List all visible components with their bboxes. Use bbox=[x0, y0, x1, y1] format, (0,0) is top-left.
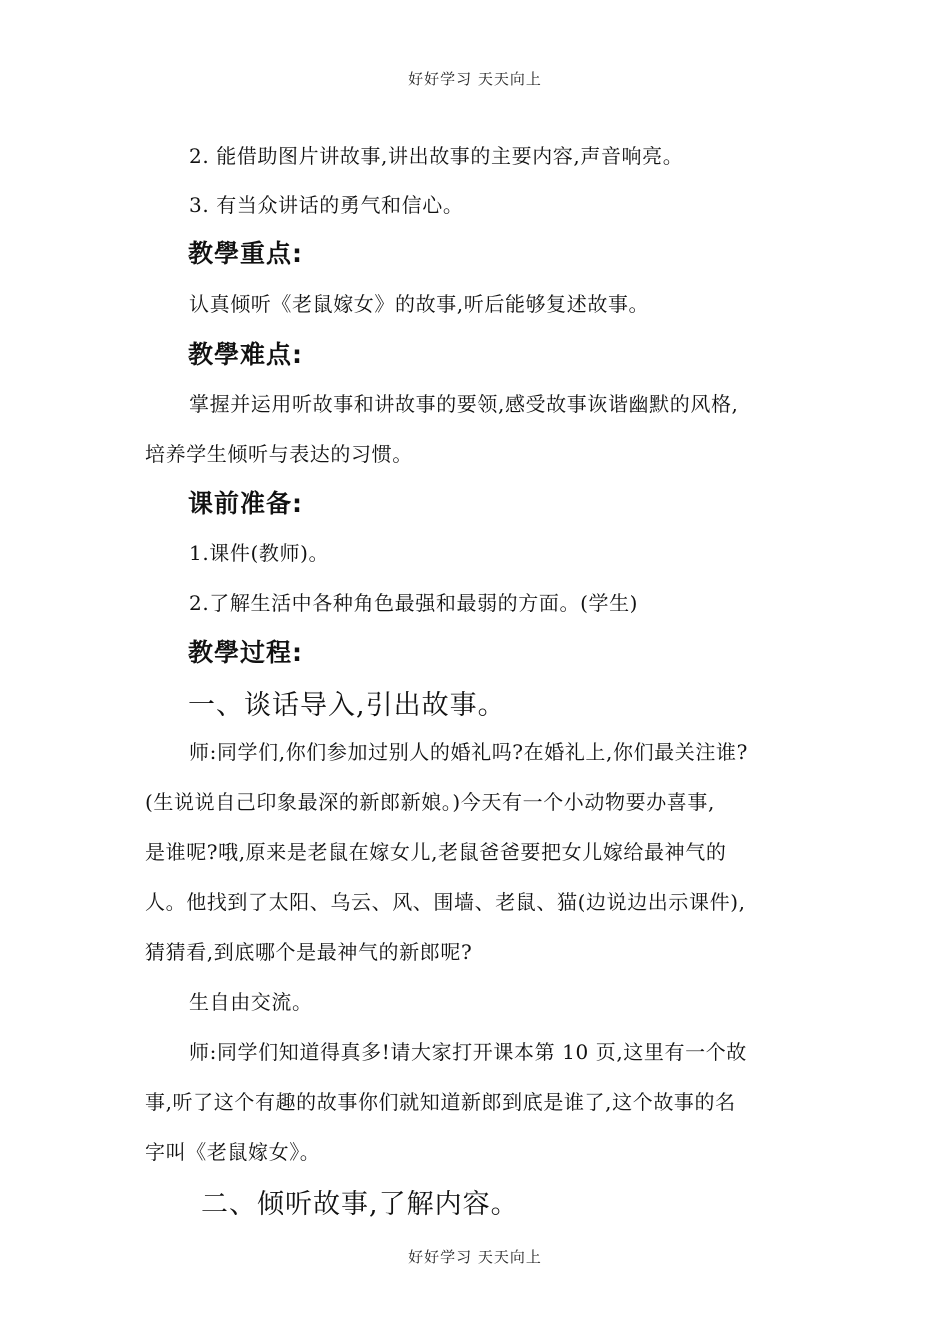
key-point-text: 认真倾听《老鼠嫁女》的故事,听后能够复述故事。 bbox=[189, 292, 650, 316]
preparation-heading: 课前准备: bbox=[188, 489, 303, 518]
para1-line-2: (生说说自己印象最深的新郎新娘。)今天有一个小动物要办喜事, bbox=[145, 790, 715, 814]
para2-text: 生自由交流。 bbox=[189, 990, 313, 1014]
para1-line-4: 人。他找到了太阳、乌云、风、围墙、老鼠、猫(边说边出示课件), bbox=[145, 890, 746, 914]
section-1-title: 一、谈话导入,引出故事。 bbox=[188, 690, 506, 721]
section-2-title: 二、倾听故事,了解内容。 bbox=[201, 1189, 519, 1220]
page-footer: 好好学习 天天向上 bbox=[408, 1248, 542, 1266]
preparation-item-2: 2.了解生活中各种角色最强和最弱的方面。(学生) bbox=[189, 591, 639, 615]
goal-item-3: 3. 有当众讲话的勇气和信心。 bbox=[189, 193, 464, 217]
para3-line-2: 事,听了这个有趣的故事你们就知道新郎到底是谁了,这个故事的名 bbox=[145, 1090, 736, 1114]
page-header: 好好学习 天天向上 bbox=[408, 70, 542, 88]
process-heading: 教學过程: bbox=[188, 638, 303, 667]
key-point-heading: 教學重点: bbox=[188, 239, 303, 268]
para1-line-1: 师:同学们,你们参加过别人的婚礼吗?在婚礼上,你们最关注谁? bbox=[189, 740, 748, 764]
difficulty-heading: 教學难点: bbox=[188, 340, 303, 369]
preparation-item-1: 1.课件(教师)。 bbox=[189, 541, 330, 565]
para1-line-5: 猜猜看,到底哪个是最神气的新郎呢? bbox=[145, 940, 473, 964]
para1-line-3: 是谁呢?哦,原来是老鼠在嫁女儿,老鼠爸爸要把女儿嫁给最神气的 bbox=[145, 840, 727, 864]
difficulty-line-2: 培养学生倾听与表达的习惯。 bbox=[145, 442, 413, 466]
para3-line-3: 字叫《老鼠嫁女》。 bbox=[145, 1140, 321, 1164]
goal-item-2: 2. 能借助图片讲故事,讲出故事的主要内容,声音响亮。 bbox=[189, 144, 684, 168]
difficulty-line-1: 掌握并运用听故事和讲故事的要领,感受故事诙谐幽默的风格, bbox=[189, 392, 739, 416]
para3-line-1: 师:同学们知道得真多!请大家打开课本第 10 页,这里有一个故 bbox=[189, 1040, 747, 1064]
